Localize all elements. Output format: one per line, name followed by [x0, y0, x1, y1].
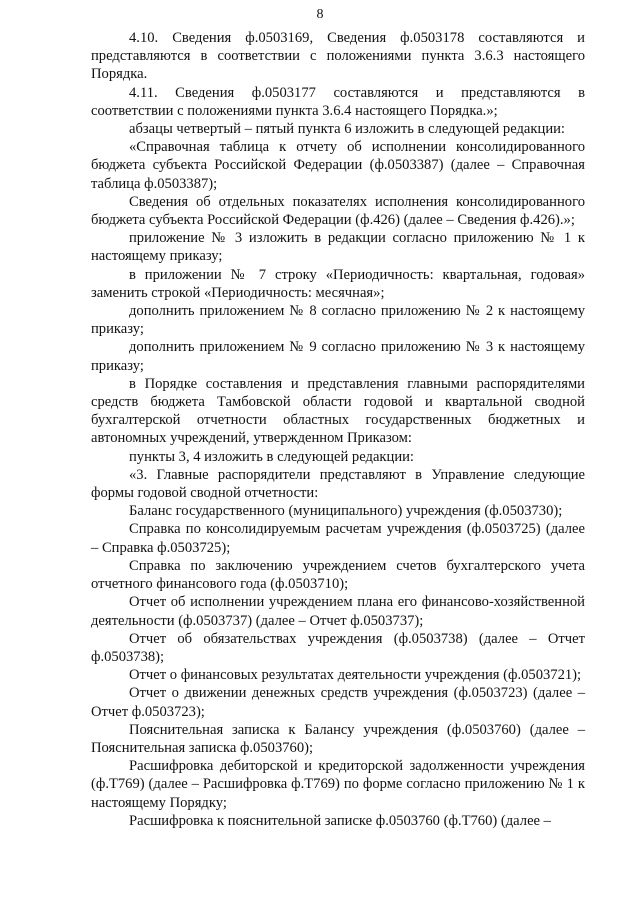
paragraph: «3. Главные распорядители представляют в Управление следующие формы годовой сводной отчетности:	[91, 466, 585, 502]
paragraph: Сведения об отдельных показателях исполнения консолидированного бюджета субъекта Российской Федерации (ф.426) (далее – Сведения ф.426).»;	[91, 193, 585, 229]
paragraph: Справка по заключению учреждением счетов бухгалтерского учета отчетного финансового года (ф.0503710);	[91, 557, 585, 593]
page-number: 8	[316, 7, 324, 22]
paragraph: Баланс государственного (муниципального) учреждения (ф.0503730);	[129, 503, 563, 520]
paragraph: «Справочная таблица к отчету об исполнении консолидированного бюджета субъекта Российской Федерации (ф.0503387) (далее – Справочная таблица ф.0503387);	[91, 139, 585, 192]
paragraph: Отчет об исполнении учреждением плана его финансово-хозяйственной деятельности (ф.0503737) (далее – Отчет ф.0503737);	[91, 594, 585, 629]
paragraph: Отчет об обязательствах учреждения (ф.0503738) (далее – Отчет ф.0503738);	[91, 630, 585, 665]
paragraph: в приложении № 7 строку «Периодичность: квартальная, годовая» заменить строкой «Периодичность: месячная»;	[91, 266, 585, 301]
paragraph: Справка по консолидируемым расчетам учреждения (ф.0503725) (далее – Справка ф.0503725);	[91, 521, 585, 556]
paragraph: Отчет о движении денежных средств учреждения (ф.0503723) (далее – Отчет ф.0503723);	[91, 685, 585, 720]
paragraph: 4.10. Сведения ф.0503169, Сведения ф.0503178 составляются и представляются в соответствии с положениями пункта 3.6.3 настоящего Порядка.	[91, 30, 585, 83]
paragraph: Отчет о финансовых результатах деятельности учреждения (ф.0503721);	[129, 667, 582, 684]
paragraph: Расшифровка дебиторской и кредиторской задолженности учреждения (ф.Т769) (далее – Расшифровка ф.Т769) по форме согласно приложению № 1 к настоящему Порядку;	[91, 758, 585, 811]
paragraph: Расшифровка к пояснительной записке ф.0503760 (ф.Т760) (далее –	[129, 812, 551, 829]
paragraph: абзацы четвертый – пятый пункта 6 изложить в следующей редакции:	[129, 121, 565, 138]
paragraph: в Порядке составления и представления главными распорядителями средств бюджета Тамбовской области годовой и квартальной сводной бухгалтерской отчетности областных государственных бюджетных и автономных учреждений, утвержденном Приказом:	[91, 375, 585, 447]
paragraph: 4.11. Сведения ф.0503177 составляются и представляются в соответствии с положениями пункта 3.6.4 настоящего Порядка.»;	[91, 84, 585, 119]
paragraph: дополнить приложением № 9 согласно приложению № 3 к настоящему приказу;	[91, 339, 585, 374]
paragraph: Пояснительная записка к Балансу учреждения (ф.0503760) (далее – Пояснительная записка ф.0503760);	[91, 721, 585, 756]
paragraph: дополнить приложением № 8 согласно приложению № 2 к настоящему приказу;	[91, 303, 585, 338]
document-body	[91, 29, 585, 830]
paragraph: приложение № 3 изложить в редакции согласно приложению № 1 к настоящему приказу;	[91, 230, 585, 265]
paragraph: пункты 3, 4 изложить в следующей редакции:	[129, 448, 414, 465]
